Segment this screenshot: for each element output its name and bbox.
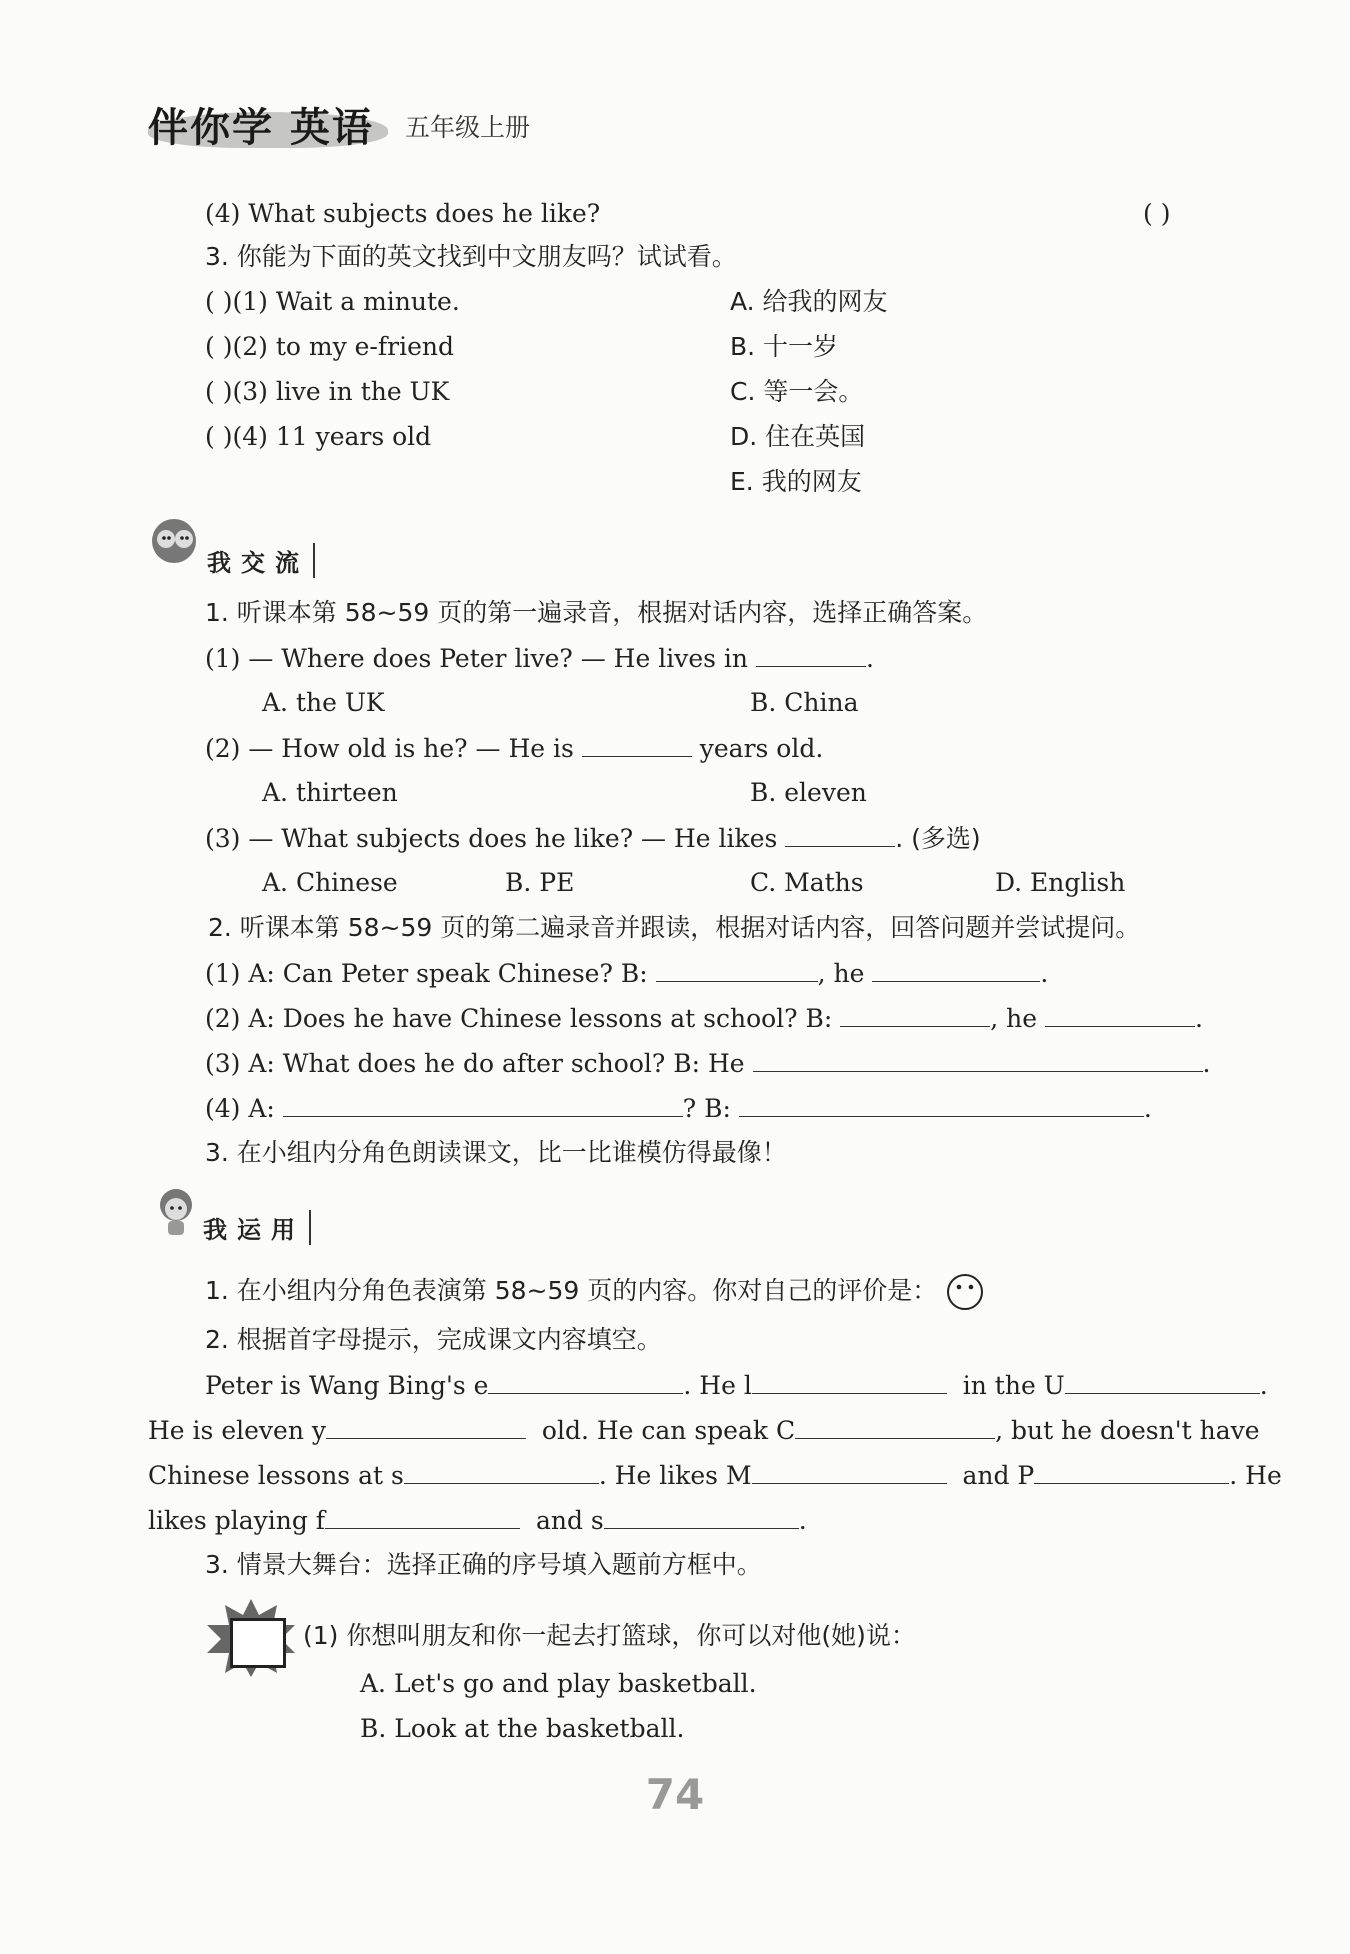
fill-blank[interactable] xyxy=(752,1459,947,1484)
answer-blank[interactable] xyxy=(656,957,818,982)
period: . xyxy=(1143,1094,1152,1123)
section-badge-yunyong: 我运用 xyxy=(203,1210,311,1245)
q1-2-option-b[interactable]: B. eleven xyxy=(750,778,867,807)
fill-blank[interactable] xyxy=(488,1369,683,1394)
q2-4-text: (4) A: xyxy=(205,1094,275,1123)
book-subtitle: 五年级上册 xyxy=(405,113,531,142)
fill-text: and s xyxy=(535,1506,604,1535)
answer-blank[interactable] xyxy=(739,1092,1144,1117)
fill-blank[interactable] xyxy=(404,1459,599,1484)
fill-text: and P xyxy=(962,1461,1035,1490)
jiaoliu-q3: 3. 在小组内分角色朗读课文，比一比谁模仿得最像！ xyxy=(205,1138,787,1167)
fill-text: . He likes M xyxy=(598,1461,752,1490)
q1-2-text: (2) — How old is he? — He is xyxy=(205,734,574,763)
q1-3-option-d[interactable]: D. English xyxy=(995,868,1126,897)
period: . xyxy=(865,644,874,673)
match-option-c: C. 等一会。 xyxy=(730,377,864,406)
fill-blank[interactable] xyxy=(795,1414,995,1439)
match-item-2[interactable]: ( )(2) to my e-friend xyxy=(205,332,454,361)
fill-text: . He l xyxy=(683,1371,752,1400)
fill-blank[interactable] xyxy=(326,1414,526,1439)
fill-line-3 xyxy=(148,1459,1282,1492)
he-text: , he xyxy=(990,1004,1038,1033)
answer-blank[interactable] xyxy=(753,1047,1203,1072)
fill-blank[interactable] xyxy=(604,1504,799,1529)
q2-4-b: ? B: xyxy=(682,1094,731,1123)
fill-line-4 xyxy=(148,1504,807,1537)
yunyong-q1 xyxy=(205,1272,985,1312)
q1-2-tail: years old. xyxy=(699,734,824,763)
page-number: 74 xyxy=(645,1770,705,1819)
q1-3-option-b[interactable]: B. PE xyxy=(505,868,575,897)
q2-1-text: (1) A: Can Peter speak Chinese? B: xyxy=(205,959,648,988)
cartoon-kids-icon xyxy=(148,513,206,571)
fill-text: Peter is Wang Bing's e xyxy=(205,1371,489,1400)
book-title: 伴你学 英语 xyxy=(148,105,374,151)
answer-blank[interactable] xyxy=(840,1002,990,1027)
fill-text: in the U xyxy=(962,1371,1065,1400)
q2-1-row xyxy=(205,957,1048,990)
fill-text: . xyxy=(1259,1371,1268,1400)
he-text: , he xyxy=(817,959,865,988)
fill-blank[interactable] xyxy=(1065,1369,1260,1394)
q1-2-row xyxy=(205,732,823,765)
answer-box[interactable] xyxy=(230,1618,286,1668)
q1-1-text: (1) — Where does Peter live? — He lives in xyxy=(205,644,748,673)
q2-3-text: (3) A: What does he do after school? B: He xyxy=(205,1049,745,1078)
fill-text: He is eleven y xyxy=(148,1416,326,1445)
q2-3-row xyxy=(205,1047,1210,1080)
section-3-title: 3. 你能为下面的英文找到中文朋友吗？试试看。 xyxy=(205,242,737,271)
q1-1-row xyxy=(205,642,874,675)
answer-blank[interactable] xyxy=(872,957,1040,982)
cartoon-girl-icon xyxy=(148,1183,202,1241)
yunyong-q3-1: (1) 你想叫朋友和你一起去打篮球，你可以对他(她)说： xyxy=(303,1621,916,1650)
q2-2-row xyxy=(205,1002,1203,1035)
period: . xyxy=(1040,959,1049,988)
question-4: (4) What subjects does he like? xyxy=(205,199,601,228)
period: . xyxy=(1195,1004,1203,1033)
q2-4-row xyxy=(205,1092,1152,1125)
period: . xyxy=(1202,1049,1211,1078)
fill-blank[interactable] xyxy=(752,1369,947,1394)
q1-1-option-a[interactable]: A. the UK xyxy=(262,688,385,717)
q1-3-option-c[interactable]: C. Maths xyxy=(750,868,864,897)
answer-paren[interactable]: ( ) xyxy=(1143,199,1171,228)
q1-3-option-a[interactable]: A. Chinese xyxy=(262,868,398,897)
q1-3-text: (3) — What subjects does he like? — He likes xyxy=(205,824,778,853)
fill-text: . He xyxy=(1229,1461,1282,1490)
fill-blank[interactable] xyxy=(1034,1459,1229,1484)
q3-1-option-a[interactable]: A. Let's go and play basketball. xyxy=(360,1669,757,1698)
q2-2-text: (2) A: Does he have Chinese lessons at school? B: xyxy=(205,1004,833,1033)
fill-text: Chinese lessons at s xyxy=(148,1461,404,1490)
q1-2-option-a[interactable]: A. thirteen xyxy=(262,778,398,807)
answer-blank[interactable] xyxy=(1045,1002,1195,1027)
yunyong-q1-text: 1. 在小组内分角色表演第 58~59 页的内容。你对自己的评价是： xyxy=(205,1276,938,1305)
section-badge-jiaoliu: 我交流 xyxy=(207,543,315,578)
question-blank[interactable] xyxy=(283,1092,683,1117)
yunyong-q3-title: 3. 情景大舞台：选择正确的序号填入题前方框中。 xyxy=(205,1550,762,1579)
fill-text: likes playing f xyxy=(148,1506,326,1535)
fill-blank[interactable] xyxy=(325,1504,520,1529)
match-option-b: B. 十一岁 xyxy=(730,332,839,361)
fill-text: old. He can speak C xyxy=(541,1416,796,1445)
smiley-face-icon[interactable] xyxy=(945,1272,985,1312)
fill-line-2 xyxy=(148,1414,1260,1447)
q3-1-option-b[interactable]: B. Look at the basketball. xyxy=(360,1714,685,1743)
fill-text: , but he doesn't have xyxy=(995,1416,1260,1445)
fill-text: . xyxy=(798,1506,807,1535)
jiaoliu-q1-title: 1. 听课本第 58~59 页的第一遍录音，根据对话内容，选择正确答案。 xyxy=(205,598,988,627)
q1-3-row xyxy=(205,822,981,855)
match-item-4[interactable]: ( )(4) 11 years old xyxy=(205,422,432,451)
match-item-3[interactable]: ( )(3) live in the UK xyxy=(205,377,450,406)
match-option-e: E. 我的网友 xyxy=(730,467,862,496)
yunyong-q2-title: 2. 根据首字母提示，完成课文内容填空。 xyxy=(205,1325,662,1354)
answer-blank[interactable] xyxy=(582,732,692,757)
match-option-d: D. 住在英国 xyxy=(730,422,866,451)
answer-blank[interactable] xyxy=(756,642,866,667)
q1-3-tail: . (多选) xyxy=(895,824,981,853)
fill-line-1 xyxy=(205,1369,1268,1402)
match-option-a: A. 给我的网友 xyxy=(730,287,888,316)
match-item-1[interactable]: ( )(1) Wait a minute. xyxy=(205,287,460,316)
jiaoliu-q2-title: 2. 听课本第 58~59 页的第二遍录音并跟读，根据对话内容，回答问题并尝试提问。 xyxy=(208,913,1141,942)
answer-blank[interactable] xyxy=(785,822,895,847)
q1-1-option-b[interactable]: B. China xyxy=(750,688,859,717)
